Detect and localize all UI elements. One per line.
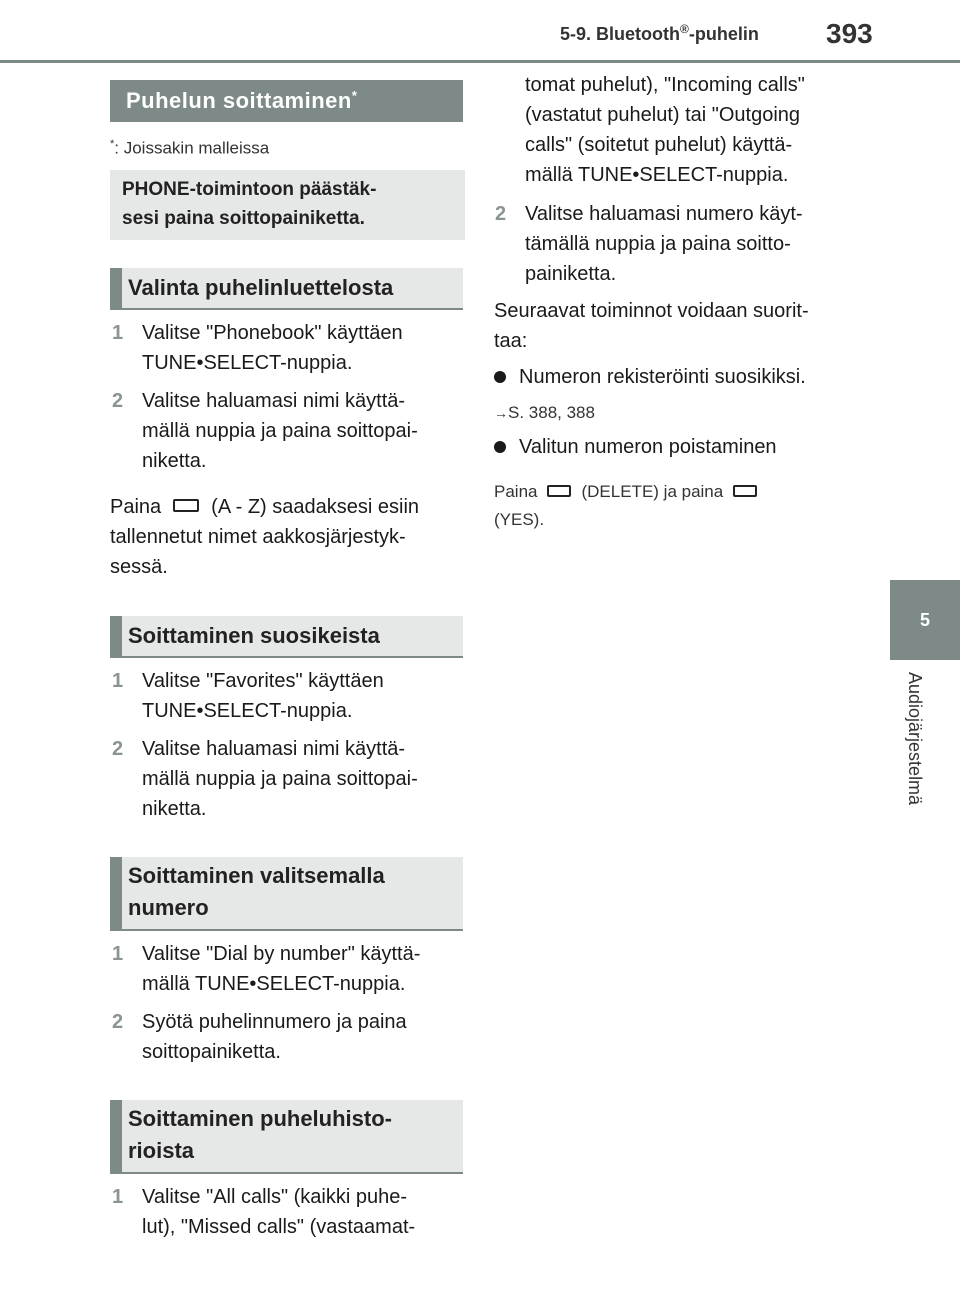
subheading-line: rioista (128, 1138, 195, 1163)
step-line: mällä nuppia ja paina soittopai- (142, 768, 418, 790)
step-item (495, 199, 803, 289)
subheading-dial (110, 857, 463, 931)
step-line: (vastatut puhelut) tai "Outgoing (525, 104, 801, 126)
small-note-line (494, 478, 767, 506)
step-line: lut), "Missed calls" (vastaamat- (142, 1216, 416, 1238)
paragraph-line: Seuraavat toiminnot voidaan suorit- (494, 300, 809, 322)
section-title (110, 80, 463, 122)
step-continuation (525, 70, 805, 190)
step-line: mällä nuppia ja paina soittopai- (142, 420, 418, 442)
step-line: soittopainiketta. (142, 1041, 281, 1063)
paragraph-text: Paina (110, 496, 162, 518)
step-line: tomat puhelut), "Incoming calls" (525, 74, 805, 96)
button-icon (733, 485, 757, 497)
subheading-line: Soittaminen valitsemalla (128, 863, 385, 888)
step-item (112, 734, 418, 824)
button-icon (173, 499, 199, 512)
running-header (560, 22, 759, 45)
subheading-line: Soittaminen puheluhisto- (128, 1106, 392, 1131)
info-callout (110, 170, 465, 240)
step-line: Syötä puhelinnumero ja paina (142, 1011, 407, 1033)
paragraph (494, 296, 809, 356)
step-line: TUNE•SELECT-nuppia. (142, 352, 353, 374)
step-number: 1 (112, 670, 124, 692)
step-line: mällä TUNE•SELECT-nuppia. (142, 973, 406, 995)
step-number: 1 (112, 322, 124, 344)
step-line: niketta. (142, 798, 207, 820)
small-note-text: Paina (494, 482, 538, 501)
step-line: niketta. (142, 450, 207, 472)
subheading-history (110, 1100, 463, 1174)
bullet-item (519, 362, 806, 392)
small-note-text: (DELETE) ja paina (581, 482, 724, 501)
bullet-text: Valitun numeron poistaminen (519, 436, 777, 458)
header-title-text: 5-9. Bluetooth (560, 24, 680, 44)
step-line: TUNE•SELECT-nuppia. (142, 700, 353, 722)
footnote-mark: * (110, 138, 115, 150)
step-number: 2 (495, 203, 507, 225)
bullet-text: Numeron rekisteröinti suosikiksi. (519, 366, 806, 388)
small-note-line: (YES). (494, 510, 545, 529)
small-note (494, 478, 767, 534)
footnote (110, 138, 269, 159)
step-number: 1 (112, 1186, 124, 1208)
callout-line: sesi paina soittopainiketta. (122, 208, 365, 229)
step-item (112, 318, 403, 378)
step-line: mällä TUNE•SELECT-nuppia. (525, 164, 789, 186)
header-divider (0, 60, 960, 63)
step-line: Valitse "Phonebook" käyttäen (142, 322, 403, 344)
step-line: painiketta. (525, 263, 617, 285)
step-line: tämällä nuppia ja paina soitto- (525, 233, 791, 255)
bullet-dot-icon (494, 371, 506, 383)
paragraph-line: sessä. (110, 556, 168, 578)
subheading-line: numero (128, 895, 209, 920)
header-title-suffix: -puhelin (688, 24, 759, 44)
step-item (112, 1182, 416, 1242)
page-number: 393 (826, 18, 873, 49)
step-number: 1 (112, 943, 124, 965)
step-line: Valitse "Favorites" käyttäen (142, 670, 384, 692)
step-line: Valitse haluamasi numero käyt- (525, 203, 803, 225)
section-title-text: Puhelun soittaminen (126, 88, 352, 113)
paragraph-line (110, 492, 419, 522)
step-line: Valitse haluamasi nimi käyttä- (142, 390, 406, 412)
footnote-text: : Joissakin malleissa (114, 138, 270, 158)
button-icon (547, 485, 571, 497)
registered-mark: ® (680, 22, 689, 36)
step-line: Valitse "Dial by number" käyttä- (142, 943, 421, 965)
chapter-label: Audiojärjestelmä (905, 672, 925, 806)
step-item (112, 939, 421, 999)
step-item (112, 666, 384, 726)
step-line: Valitse "All calls" (kaikki puhe- (142, 1186, 408, 1208)
paragraph-line: taa: (494, 330, 528, 352)
step-line: calls" (soitetut puhelut) käyttä- (525, 134, 793, 156)
callout-line: PHONE-toimintoon päästäk- (122, 179, 377, 200)
arrow-right-icon: → (494, 405, 508, 421)
step-line: Valitse haluamasi nimi käyttä- (142, 738, 406, 760)
page-reference (494, 403, 595, 423)
reference-text: S. 388, 388 (508, 403, 595, 422)
paragraph-text: (A - Z) saadaksesi esiin (211, 496, 420, 518)
step-number: 2 (112, 1011, 124, 1033)
step-number: 2 (112, 390, 124, 412)
bullet-dot-icon (494, 441, 506, 453)
step-item (112, 386, 418, 476)
footnote-marker: * (351, 87, 358, 103)
chapter-tab: 5 (890, 580, 960, 660)
step-number: 2 (112, 738, 124, 760)
paragraph-line: tallennetut nimet aakkosjärjestyk- (110, 526, 406, 548)
subheading-phonebook: Valinta puhelinluettelosta (110, 268, 463, 310)
bullet-item (519, 432, 777, 462)
step-item (112, 1007, 407, 1067)
paragraph (110, 492, 419, 582)
subheading-favorites: Soittaminen suosikeista (110, 616, 463, 658)
